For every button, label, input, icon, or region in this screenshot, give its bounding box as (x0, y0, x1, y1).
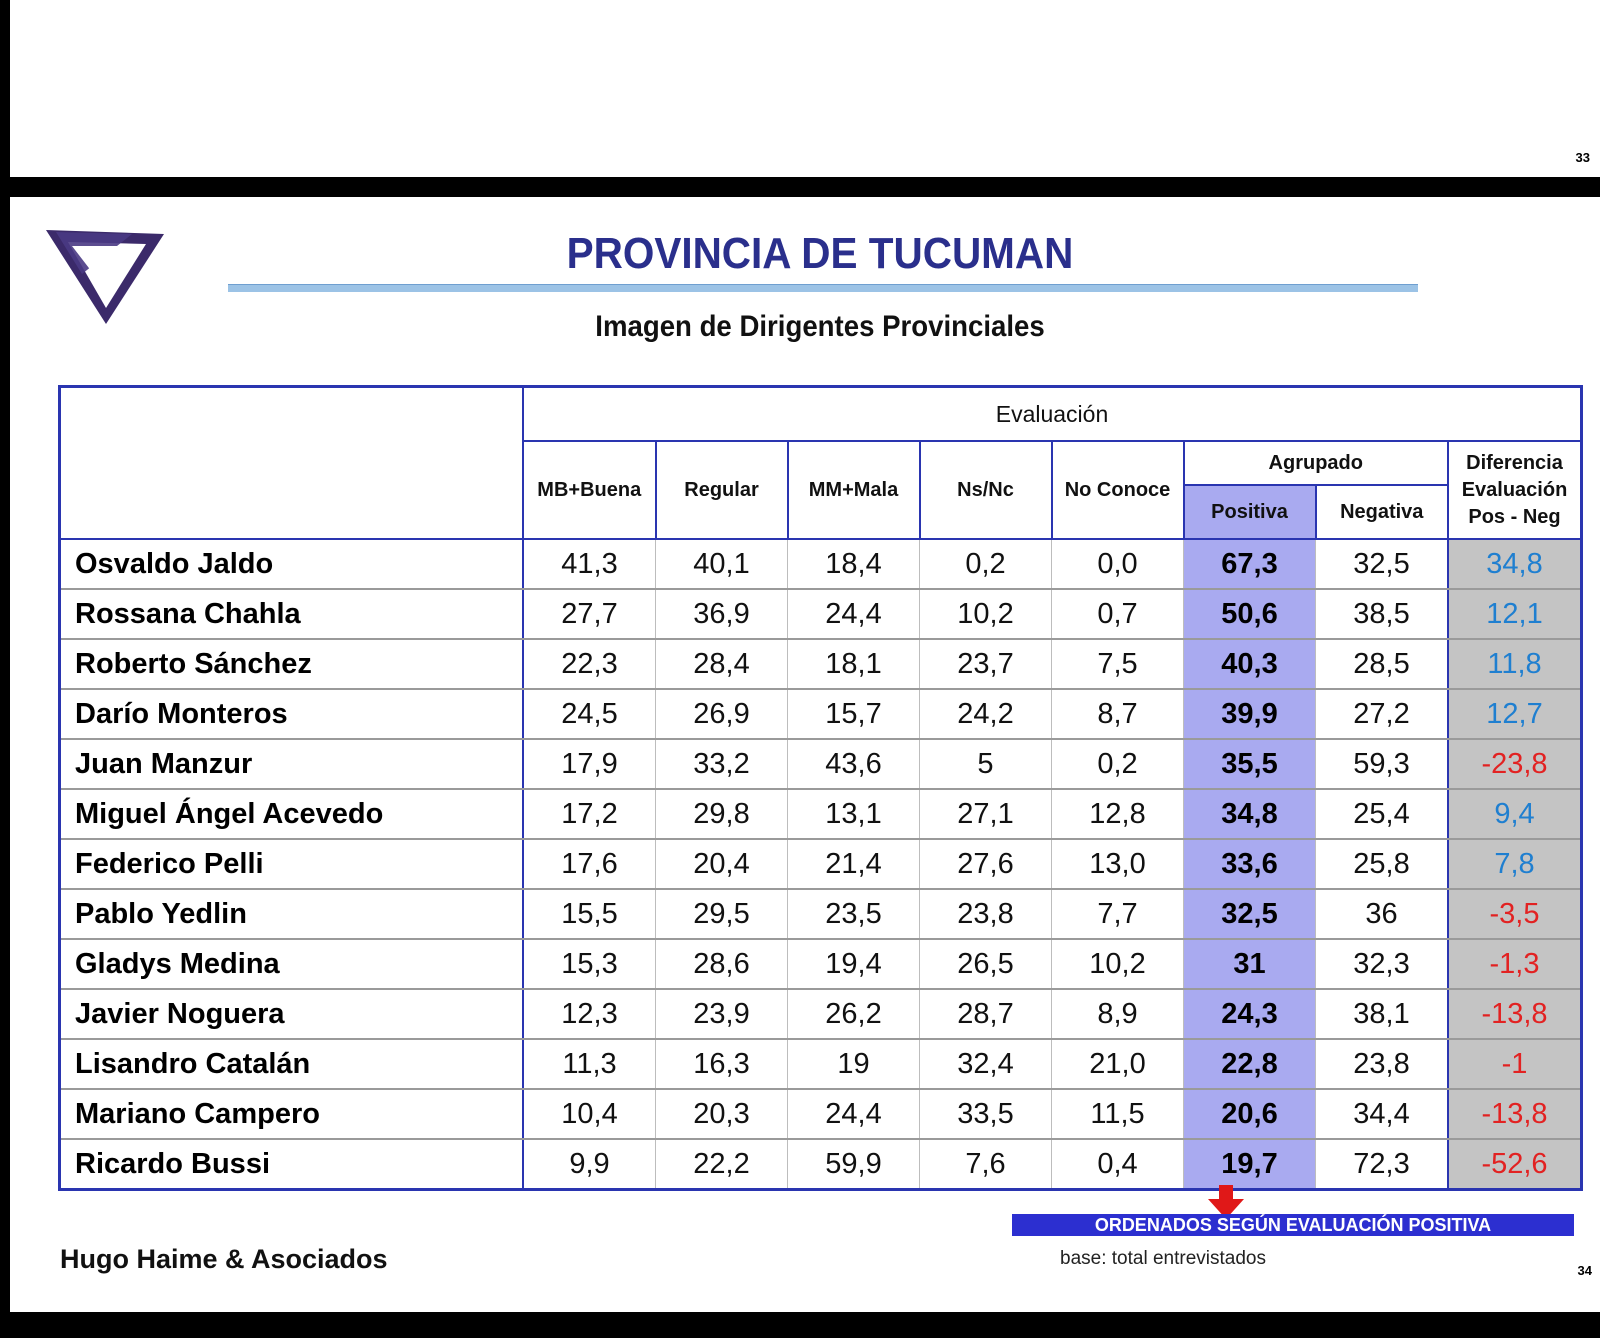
cell-no-conoce: 0,4 (1052, 1139, 1184, 1190)
table-row (60, 789, 1582, 839)
cell-diferencia: -13,8 (1448, 989, 1582, 1039)
cell-mb-buena: 41,3 (523, 539, 656, 589)
cell-mm-mala: 18,4 (788, 539, 920, 589)
cell-positiva: 32,5 (1184, 889, 1316, 939)
cell-nsnc: 27,1 (920, 789, 1052, 839)
cell-mm-mala: 21,4 (788, 839, 920, 889)
cell-positiva: 40,3 (1184, 639, 1316, 689)
cell-diferencia: -3,5 (1448, 889, 1582, 939)
cell-nsnc: 26,5 (920, 939, 1052, 989)
leader-name: Lisandro Catalán (60, 1039, 524, 1089)
cell-regular: 28,6 (656, 939, 788, 989)
cell-positiva: 19,7 (1184, 1139, 1316, 1190)
cell-negativa: 59,3 (1316, 739, 1449, 789)
cell-negativa: 32,5 (1316, 539, 1449, 589)
cell-no-conoce: 8,9 (1052, 989, 1184, 1039)
cell-nsnc: 32,4 (920, 1039, 1052, 1089)
cell-nsnc: 23,8 (920, 889, 1052, 939)
cell-regular: 16,3 (656, 1039, 788, 1089)
cell-mm-mala: 23,5 (788, 889, 920, 939)
leader-name: Mariano Campero (60, 1089, 524, 1139)
cell-diferencia: 11,8 (1448, 639, 1582, 689)
table-row (60, 739, 1582, 789)
cell-mm-mala: 43,6 (788, 739, 920, 789)
cell-negativa: 32,3 (1316, 939, 1449, 989)
slide-subtitle: Imagen de Dirigentes Provinciales (595, 310, 1045, 343)
cell-regular: 29,8 (656, 789, 788, 839)
cell-positiva: 34,8 (1184, 789, 1316, 839)
cell-nsnc: 27,6 (920, 839, 1052, 889)
cell-negativa: 72,3 (1316, 1139, 1449, 1190)
header-negativa: Negativa (1316, 485, 1449, 539)
slide (10, 197, 1600, 1312)
base-note: base: total entrevistados (1060, 1248, 1266, 1269)
cell-mb-buena: 17,9 (523, 739, 656, 789)
previous-page-number: 33 (1575, 150, 1590, 165)
cell-mb-buena: 22,3 (523, 639, 656, 689)
cell-negativa: 36 (1316, 889, 1449, 939)
cell-regular: 36,9 (656, 589, 788, 639)
cell-positiva: 39,9 (1184, 689, 1316, 739)
cell-regular: 23,9 (656, 989, 788, 1039)
cell-mm-mala: 26,2 (788, 989, 920, 1039)
cell-diferencia: 34,8 (1448, 539, 1582, 589)
cell-mm-mala: 19 (788, 1039, 920, 1089)
title-divider (228, 284, 1418, 292)
cell-positiva: 24,3 (1184, 989, 1316, 1039)
header-mb-buena: MB+Buena (523, 441, 656, 539)
cell-mm-mala: 24,4 (788, 1089, 920, 1139)
table-row (60, 1039, 1582, 1089)
cell-nsnc: 33,5 (920, 1089, 1052, 1139)
cell-nsnc: 0,2 (920, 539, 1052, 589)
cell-no-conoce: 7,7 (1052, 889, 1184, 939)
cell-mm-mala: 19,4 (788, 939, 920, 989)
leader-name: Javier Noguera (60, 989, 524, 1039)
cell-mb-buena: 15,5 (523, 889, 656, 939)
table-row (60, 639, 1582, 689)
cell-nsnc: 23,7 (920, 639, 1052, 689)
cell-no-conoce: 10,2 (1052, 939, 1184, 989)
table-row (60, 839, 1582, 889)
leader-name: Osvaldo Jaldo (60, 539, 524, 589)
cell-mb-buena: 11,3 (523, 1039, 656, 1089)
header-evaluacion: Evaluación (523, 387, 1582, 442)
cell-nsnc: 5 (920, 739, 1052, 789)
header-diferencia-line-3: Pos - Neg (1468, 505, 1561, 528)
header-diferencia-line-2: Evaluación (1461, 478, 1568, 501)
cell-no-conoce: 0,0 (1052, 539, 1184, 589)
cell-mb-buena: 10,4 (523, 1089, 656, 1139)
cell-positiva: 33,6 (1184, 839, 1316, 889)
cell-mm-mala: 24,4 (788, 589, 920, 639)
cell-negativa: 38,5 (1316, 589, 1449, 639)
table-row (60, 1139, 1582, 1190)
header-regular: Regular (656, 441, 788, 539)
cell-negativa: 25,4 (1316, 789, 1449, 839)
table-row (60, 539, 1582, 589)
leader-name: Juan Manzur (60, 739, 524, 789)
cell-negativa: 27,2 (1316, 689, 1449, 739)
cell-mb-buena: 9,9 (523, 1139, 656, 1190)
table-row (60, 589, 1582, 639)
cell-regular: 28,4 (656, 639, 788, 689)
empty-header-cell (60, 387, 524, 540)
leader-name: Federico Pelli (60, 839, 524, 889)
cell-diferencia: -1 (1448, 1039, 1582, 1089)
cell-no-conoce: 21,0 (1052, 1039, 1184, 1089)
cell-mb-buena: 24,5 (523, 689, 656, 739)
cell-regular: 22,2 (656, 1139, 788, 1190)
leader-name: Pablo Yedlin (60, 889, 524, 939)
cell-positiva: 22,8 (1184, 1039, 1316, 1089)
header-no-conoce: No Conoce (1052, 441, 1184, 539)
cell-mb-buena: 15,3 (523, 939, 656, 989)
cell-negativa: 28,5 (1316, 639, 1449, 689)
cell-nsnc: 7,6 (920, 1139, 1052, 1190)
leader-name: Miguel Ángel Acevedo (60, 789, 524, 839)
cell-regular: 20,3 (656, 1089, 788, 1139)
header-diferencia-line-1: Diferencia (1466, 451, 1563, 474)
cell-mb-buena: 17,6 (523, 839, 656, 889)
header-positiva: Positiva (1184, 485, 1316, 539)
cell-mm-mala: 13,1 (788, 789, 920, 839)
cell-diferencia: -13,8 (1448, 1089, 1582, 1139)
cell-negativa: 34,4 (1316, 1089, 1449, 1139)
cell-diferencia: 12,7 (1448, 689, 1582, 739)
table-row (60, 989, 1582, 1039)
leader-name: Gladys Medina (60, 939, 524, 989)
cell-positiva: 20,6 (1184, 1089, 1316, 1139)
leader-name: Roberto Sánchez (60, 639, 524, 689)
cell-nsnc: 28,7 (920, 989, 1052, 1039)
cell-diferencia: -52,6 (1448, 1139, 1582, 1190)
cell-positiva: 35,5 (1184, 739, 1316, 789)
triangle-logo-icon (42, 222, 172, 332)
cell-negativa: 38,1 (1316, 989, 1449, 1039)
cell-diferencia: 12,1 (1448, 589, 1582, 639)
cell-regular: 29,5 (656, 889, 788, 939)
cell-no-conoce: 8,7 (1052, 689, 1184, 739)
cell-mm-mala: 18,1 (788, 639, 920, 689)
previous-slide-fragment (10, 0, 1600, 177)
cell-negativa: 25,8 (1316, 839, 1449, 889)
cell-mb-buena: 12,3 (523, 989, 656, 1039)
cell-diferencia: -23,8 (1448, 739, 1582, 789)
cell-regular: 20,4 (656, 839, 788, 889)
cell-no-conoce: 0,2 (1052, 739, 1184, 789)
cell-mb-buena: 27,7 (523, 589, 656, 639)
cell-no-conoce: 11,5 (1052, 1089, 1184, 1139)
cell-positiva: 31 (1184, 939, 1316, 989)
cell-no-conoce: 13,0 (1052, 839, 1184, 889)
leader-name: Ricardo Bussi (60, 1139, 524, 1190)
header-diferencia (1448, 441, 1582, 539)
cell-no-conoce: 0,7 (1052, 589, 1184, 639)
slide-title: PROVINCIA DE TUCUMAN (566, 229, 1074, 278)
header-agrupado: Agrupado (1184, 441, 1449, 485)
page-number: 34 (1577, 1263, 1592, 1278)
cell-mb-buena: 17,2 (523, 789, 656, 839)
table-row (60, 1089, 1582, 1139)
table-row (60, 689, 1582, 739)
cell-diferencia: 9,4 (1448, 789, 1582, 839)
cell-nsnc: 24,2 (920, 689, 1052, 739)
cell-positiva: 67,3 (1184, 539, 1316, 589)
cell-nsnc: 10,2 (920, 589, 1052, 639)
table-row (60, 939, 1582, 989)
cell-positiva: 50,6 (1184, 589, 1316, 639)
cell-no-conoce: 7,5 (1052, 639, 1184, 689)
cell-mm-mala: 15,7 (788, 689, 920, 739)
header-mm-mala: MM+Mala (788, 441, 920, 539)
table-row (60, 889, 1582, 939)
header-nsnc: Ns/Nc (920, 441, 1052, 539)
cell-regular: 26,9 (656, 689, 788, 739)
cell-regular: 33,2 (656, 739, 788, 789)
evaluation-table (58, 385, 1583, 1191)
footer-brand: Hugo Haime & Asociados (60, 1244, 388, 1274)
cell-regular: 40,1 (656, 539, 788, 589)
leader-name: Darío Monteros (60, 689, 524, 739)
cell-diferencia: 7,8 (1448, 839, 1582, 889)
sort-note-banner: ORDENADOS SEGÚN EVALUACIÓN POSITIVA (1012, 1214, 1574, 1236)
cell-diferencia: -1,3 (1448, 939, 1582, 989)
cell-negativa: 23,8 (1316, 1039, 1449, 1089)
cell-no-conoce: 12,8 (1052, 789, 1184, 839)
cell-mm-mala: 59,9 (788, 1139, 920, 1190)
leader-name: Rossana Chahla (60, 589, 524, 639)
table-body (60, 539, 1582, 1190)
